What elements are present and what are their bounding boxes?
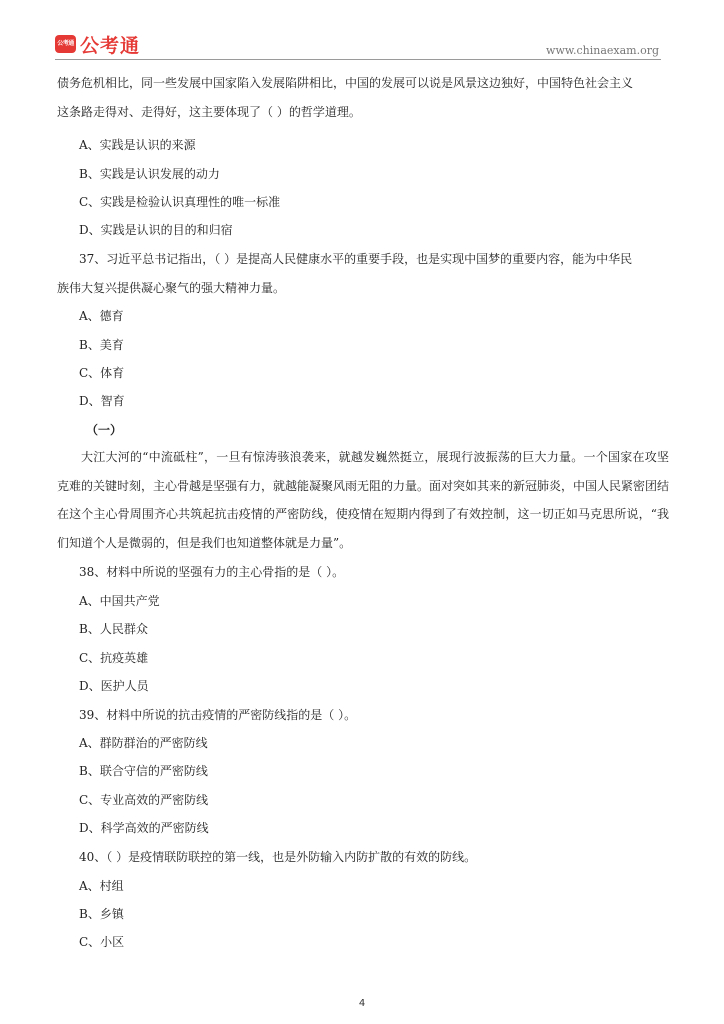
header-divider	[55, 59, 661, 60]
q38-option-b: B、人民群众	[79, 622, 148, 636]
q40-option-c: C、小区	[79, 935, 125, 949]
q40-option-b: B、乡镇	[79, 907, 124, 921]
q38-option-a: A、中国共产党	[79, 594, 160, 608]
q36-option-d: D、实践是认识的目的和归宿	[79, 223, 233, 237]
q36-option-c: C、实践是检验认识真理性的唯一标准	[79, 195, 281, 209]
q37-line-1: 37、习近平总书记指出，（ ）是提高人民健康水平的重要手段，也是实现中国梦的重要内容，能为中华民	[79, 252, 633, 266]
q40-option-a: A、村组	[79, 879, 124, 893]
logo-text: 公考通	[80, 35, 141, 57]
q37-option-c: C、体育	[79, 366, 125, 380]
material-paragraph: 大江大河的“中流砥柱”，一旦有惊涛骇浪袭来，就越发巍然挺立，展现行波振荡的巨大力量。一个国家在攻坚克难的关键时刻，主心骨越是坚强有力，就越能凝聚风雨无阻的力量。面对突如其来的新冠肺炎，中国人民紧密团结在这个主心骨周围齐心共筑起抗击疫情的严密防线，使疫情在短期内得到了有效控制，这一切正如马克思所说，“我们知道个人是微弱的，但是我们也知道整体就是力量”。	[57, 450, 670, 550]
q36-option-a: A、实践是认识的来源	[79, 138, 196, 152]
section-label: （一）	[86, 423, 123, 437]
q38-option-c: C、抗疫英雄	[79, 651, 149, 665]
q38-option-d: D、医护人员	[79, 679, 149, 693]
q39-option-c: C、专业高效的严密防线	[79, 793, 209, 807]
q39-option-a: A、群防群治的严密防线	[79, 736, 208, 750]
page-number: 4	[358, 998, 366, 1009]
q36-option-b: B、实践是认识发展的动力	[79, 167, 220, 181]
q37-option-b: B、美育	[79, 338, 124, 352]
site-url[interactable]: www.chinaexam.org	[546, 44, 659, 57]
q37-option-d: D、智育	[79, 394, 125, 408]
q39-option-d: D、科学高效的严密防线	[79, 821, 209, 835]
q40-text: 40、（ ）是疫情联防联控的第一线，也是外防输入内防扩散的有效的防线。	[79, 850, 477, 864]
intro-line-2: 这条路走得对、走得好，这主要体现了（ ）的哲学道理。	[57, 105, 361, 119]
q39-option-b: B、联合守信的严密防线	[79, 764, 208, 778]
q38-text: 38、材料中所说的坚强有力的主心骨指的是（ ）。	[79, 565, 345, 579]
q39-text: 39、材料中所说的抗击疫情的严密防线指的是（ ）。	[79, 708, 357, 722]
intro-line-1: 债务危机相比，同一些发展中国家陷入发展陷阱相比，中国的发展可以说是风景这边独好，中国特色社会主义	[57, 76, 634, 90]
q37-option-a: A、德育	[79, 309, 124, 323]
q37-line-2: 族伟大复兴提供凝心聚气的强大精神力量。	[57, 281, 286, 295]
logo-badge: 公考通	[55, 35, 76, 53]
page-header	[55, 34, 661, 60]
